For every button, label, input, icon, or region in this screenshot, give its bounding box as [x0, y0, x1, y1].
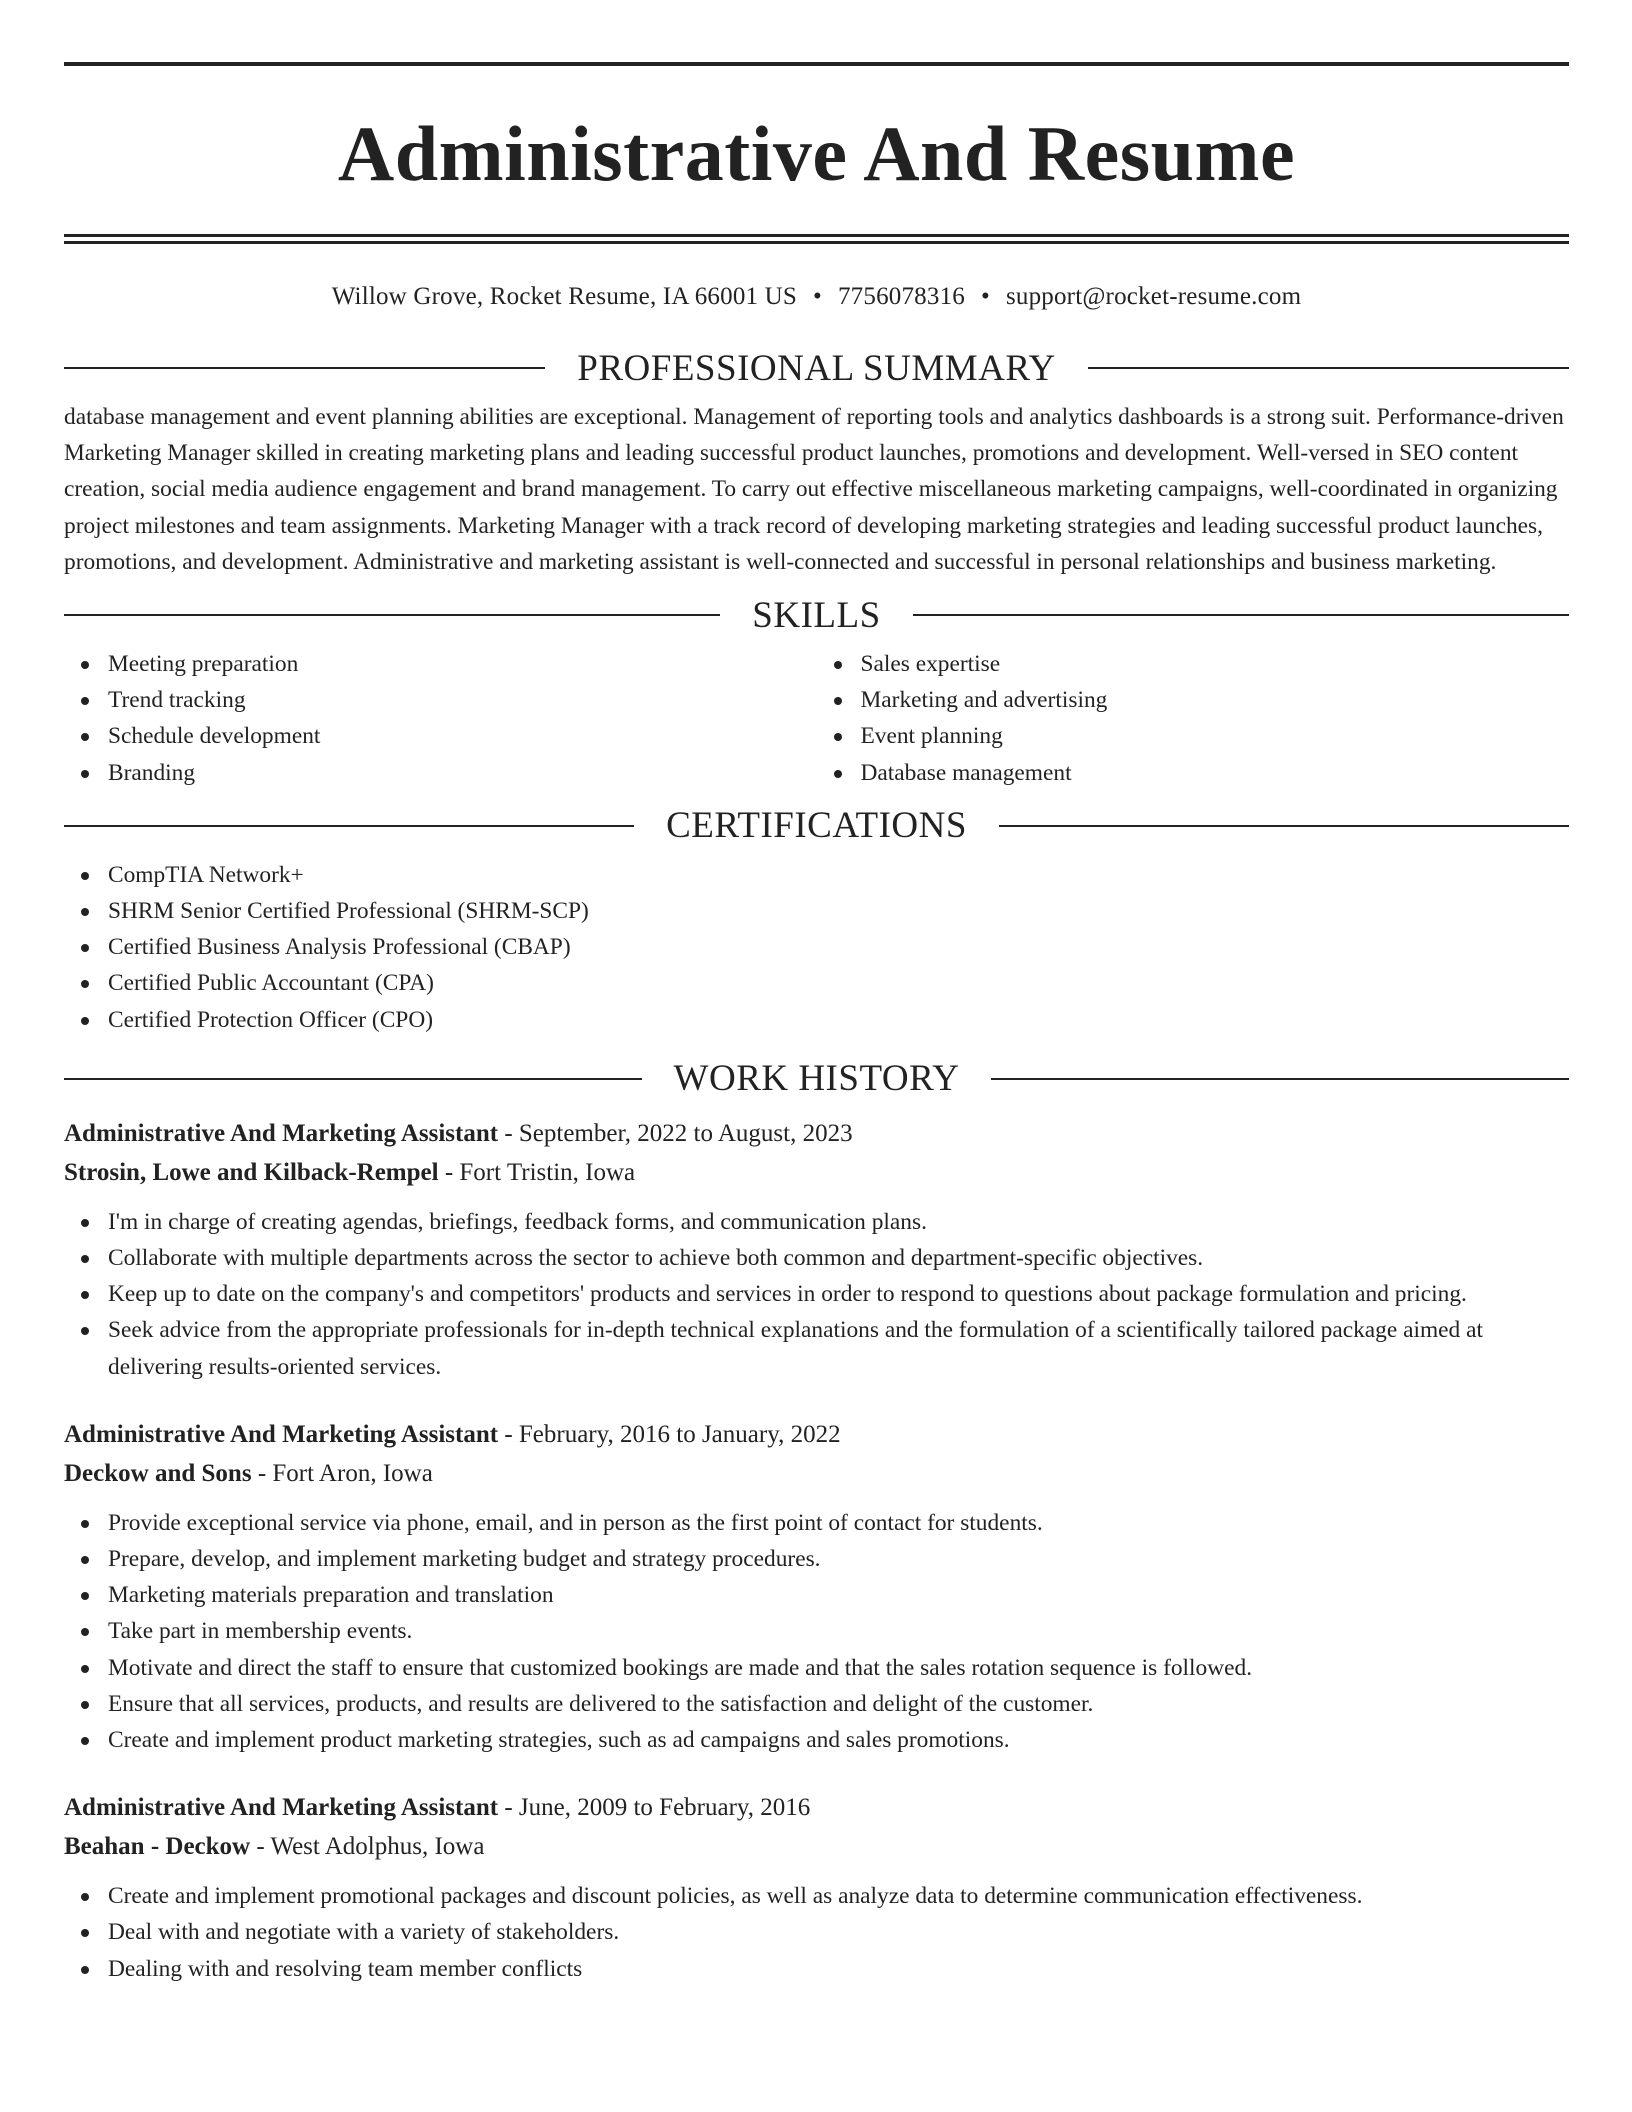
summary-section-header	[64, 343, 1569, 393]
job-bullets	[64, 1878, 1569, 1987]
certification-item: Certified Business Analysis Professional (CBAP)	[64, 929, 1569, 965]
skill-item: Branding	[64, 755, 817, 791]
job-bullet: Provide exceptional service via phone, email, and in person as the first point of contact for students.	[64, 1505, 1569, 1541]
resume-name: Administrative And Resume	[337, 110, 1296, 197]
contact-address: Willow Grove, Rocket Resume, IA 66001 US	[331, 283, 798, 310]
skill-item: Sales expertise	[817, 646, 1570, 682]
job-bullet: Create and implement product marketing strategies, such as ad campaigns and sales promotions.	[64, 1722, 1569, 1758]
job-bullet: Keep up to date on the company's and competitors' products and services in order to respond to questions about package formulation and pricing.	[64, 1276, 1569, 1312]
contact-phone: 7756078316	[837, 283, 965, 310]
skill-item: Event planning	[817, 718, 1570, 754]
job-entry	[64, 1788, 1569, 1987]
top-rule	[64, 62, 1569, 66]
job-entry	[64, 1114, 1569, 1385]
job-bullet: Seek advice from the appropriate professionals for in-depth technical explanations and the formulation of a scientifically tailored package aimed at delivering results-oriented services.	[64, 1312, 1569, 1384]
job-bullet: Dealing with and resolving team member conflicts	[64, 1951, 1569, 1987]
job-dates: - February, 2016 to January, 2022	[498, 1420, 841, 1448]
job-title-line	[64, 1788, 1569, 1827]
job-bullet: Collaborate with multiple departments across the sector to achieve both common and department-specific objectives.	[64, 1240, 1569, 1276]
skills-list-right	[817, 646, 1570, 791]
job-title: Administrative And Marketing Assistant	[64, 1420, 499, 1448]
skill-item: Schedule development	[64, 718, 817, 754]
job-entry	[64, 1415, 1569, 1758]
section-divider	[913, 614, 1569, 616]
section-divider	[999, 825, 1569, 827]
work-section-header	[64, 1054, 1569, 1104]
skills-heading: SKILLS	[752, 594, 881, 636]
skill-item: Marketing and advertising	[817, 682, 1570, 718]
job-company: Beahan - Deckow	[64, 1833, 251, 1861]
job-bullet: Prepare, develop, and implement marketing budget and strategy procedures.	[64, 1541, 1569, 1577]
section-divider	[991, 1078, 1569, 1080]
certifications-list	[64, 857, 1569, 1038]
job-location: - West Adolphus, Iowa	[250, 1833, 485, 1861]
skill-item: Meeting preparation	[64, 646, 817, 682]
job-title: Administrative And Marketing Assistant	[64, 1794, 499, 1822]
job-bullet: Ensure that all services, products, and results are delivered to the satisfaction and delight of the customer.	[64, 1686, 1569, 1722]
contact-separator: •	[813, 283, 822, 310]
skill-item: Trend tracking	[64, 682, 817, 718]
job-bullets	[64, 1204, 1569, 1385]
job-location: - Fort Aron, Iowa	[251, 1459, 433, 1487]
job-bullet: Marketing materials preparation and translation	[64, 1577, 1569, 1613]
job-bullet: Take part in membership events.	[64, 1613, 1569, 1649]
contact-email: support@rocket-resume.com	[1005, 283, 1302, 310]
job-bullet: Motivate and direct the staff to ensure that customized bookings are made and that the sales rotation sequence is followed.	[64, 1650, 1569, 1686]
job-company-line	[64, 1153, 1569, 1192]
summary-text: database management and event planning abilities are exceptional. Management of reporting tools and analytics dashboards is a strong suit. Performance-driven Marketing Manager skilled in creating marketing plans and leading successful product launches, promotions and development. Well-versed in SEO content creation, social media audience engagement and brand management. To carry out effective miscellaneous marketing campaigns, well-coordinated in organizing project milestones and team assignments. Marketing Manager with a track record of developing marketing strategies and leading successful product launches, promotions, and development. Administrative and marketing assistant is well-connected and successful in personal relationships and business marketing.	[64, 404, 1564, 575]
contact-line	[64, 282, 1569, 312]
name-double-rule	[64, 234, 1569, 244]
skill-item: Database management	[817, 755, 1570, 791]
summary-heading: PROFESSIONAL SUMMARY	[577, 347, 1056, 389]
certifications-heading: CERTIFICATIONS	[666, 805, 967, 847]
skills-grid	[64, 646, 1569, 791]
contact-separator: •	[980, 283, 990, 310]
job-company-line	[64, 1454, 1569, 1493]
job-bullets	[64, 1505, 1569, 1758]
section-divider	[64, 1078, 642, 1080]
certification-item: Certified Protection Officer (CPO)	[64, 1002, 1569, 1038]
section-divider	[64, 614, 720, 616]
job-dates: - September, 2022 to August, 2023	[498, 1119, 853, 1147]
section-divider	[64, 367, 545, 369]
job-company-line	[64, 1827, 1569, 1866]
job-location: - Fort Tristin, Iowa	[438, 1158, 636, 1186]
work-heading: WORK HISTORY	[673, 1058, 960, 1100]
certification-item: Certified Public Accountant (CPA)	[64, 965, 1569, 1001]
job-company: Deckow and Sons	[64, 1459, 252, 1487]
certifications-section-header	[64, 801, 1569, 851]
skills-list-left	[64, 646, 817, 791]
section-divider	[1088, 367, 1569, 369]
job-title: Administrative And Marketing Assistant	[64, 1119, 499, 1147]
certification-item: CompTIA Network+	[64, 857, 1569, 893]
job-dates: - June, 2009 to February, 2016	[498, 1794, 811, 1822]
job-bullet: I'm in charge of creating agendas, briefings, feedback forms, and communication plans.	[64, 1204, 1569, 1240]
job-title-line	[64, 1114, 1569, 1153]
certification-item: SHRM Senior Certified Professional (SHRM-SCP)	[64, 893, 1569, 929]
job-bullet: Create and implement promotional packages and discount policies, as well as analyze data to determine communication effectiveness.	[64, 1878, 1569, 1914]
job-title-line	[64, 1415, 1569, 1454]
skills-section-header	[64, 590, 1569, 640]
job-company: Strosin, Lowe and Kilback-Rempel	[64, 1158, 439, 1186]
job-bullet: Deal with and negotiate with a variety of stakeholders.	[64, 1914, 1569, 1950]
section-divider	[64, 825, 634, 827]
